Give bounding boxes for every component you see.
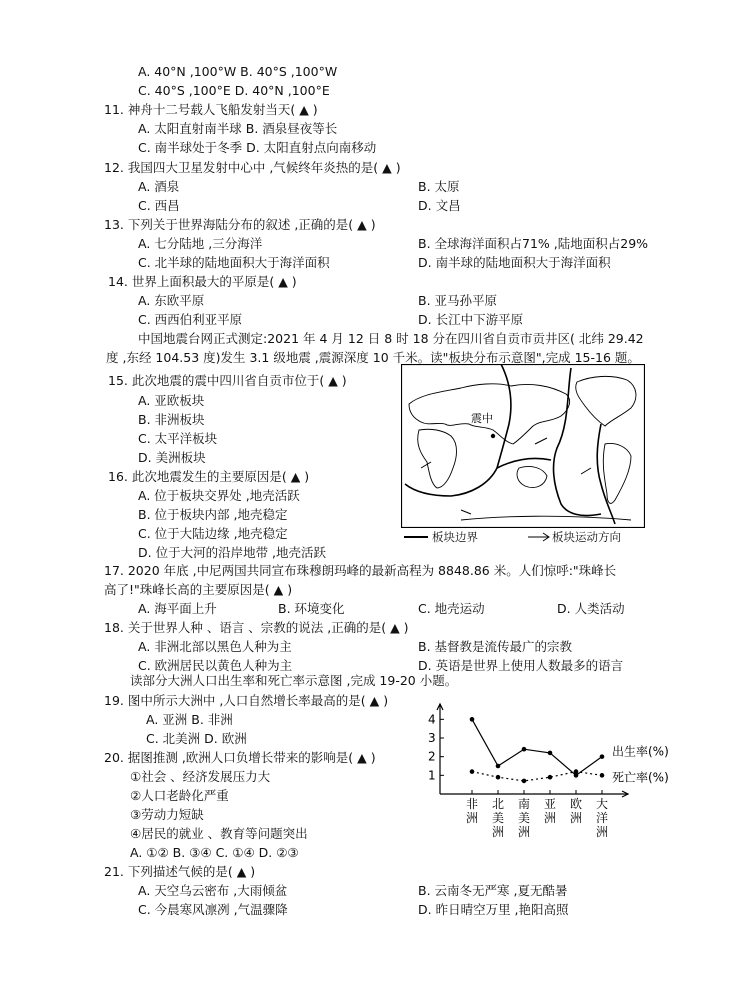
text-line: B. 亚马孙平原	[418, 293, 498, 308]
death-rate-point	[600, 773, 605, 778]
text-line: 18. 关于世界人种 、语言 、宗教的说法 ,正确的是( ▲ )	[104, 620, 409, 635]
text-line: ③劳动力短缺	[130, 807, 204, 822]
map-legend	[402, 529, 642, 545]
text-line: C. 地壳运动	[418, 601, 485, 616]
text-line: ②人口老龄化严重	[130, 788, 229, 803]
text-line: D. 位于大河的沿岸地带 ,地壳活跃	[138, 545, 327, 560]
x-tick-label: 洲	[596, 825, 609, 839]
text-line: A. 40°N ,100°W B. 40°S ,100°W	[138, 64, 338, 79]
text-line: A. 太阳直射南半球 B. 酒泉昼夜等长	[138, 121, 338, 136]
text-line: C. 位于大陆边缘 ,地壳稳定	[138, 526, 288, 541]
text-line: B. 环境变化	[278, 601, 345, 616]
death-rate-line	[472, 772, 602, 781]
x-tick-label: 北	[492, 797, 505, 811]
text-line: 20. 据图推测 ,欧洲人口负增长带来的影响是( ▲ )	[104, 750, 376, 765]
x-tick-label: 美	[518, 811, 531, 825]
text-line: B. 基督教是流传最广的宗教	[418, 639, 573, 654]
legend-motion-label: 板块运动方向	[552, 530, 621, 544]
text-line: D. 长江中下游平原	[418, 312, 524, 327]
y-tick-label: 2	[428, 749, 436, 764]
text-line: A. 位于板块交界处 ,地壳活跃	[138, 488, 300, 503]
text-line: A. 亚欧板块	[138, 393, 205, 408]
x-tick-label: 洲	[492, 825, 505, 839]
text-line: A. 亚洲 B. 非洲	[146, 712, 233, 727]
text-line: C. 欧洲居民以黄色人种为主	[138, 658, 293, 673]
birth-rate-point	[548, 751, 553, 756]
x-tick-label: 洲	[544, 811, 557, 825]
birth-rate-point	[496, 764, 501, 769]
text-line: 13. 下列关于世界海陆分布的叙述 ,正确的是( ▲ )	[104, 217, 376, 232]
text-line: 读部分大洲人口出生率和死亡率示意图 ,完成 19-20 小题。	[130, 673, 458, 688]
text-line: B. 太原	[418, 179, 460, 194]
death-rate-point	[522, 779, 527, 784]
text-line: C. 太平洋板块	[138, 431, 218, 446]
text-line: ④居民的就业 、教育等问题突出	[130, 826, 308, 841]
epicenter-dot	[491, 434, 495, 438]
text-line: B. 非洲板块	[138, 412, 205, 427]
text-line: A. 七分陆地 ,三分海洋	[138, 236, 263, 251]
text-line: D. 英语是世界上使用人数最多的语言	[418, 658, 624, 673]
x-tick-label: 亚	[544, 797, 557, 811]
text-line: D. 南半球的陆地面积大于海洋面积	[418, 255, 611, 270]
text-line: A. 东欧平原	[138, 293, 205, 308]
text-line: B. 云南冬无严寒 ,夏无酷暑	[418, 883, 568, 898]
x-tick-label: 洲	[466, 811, 479, 825]
text-line: A. 天空乌云密布 ,大雨倾盆	[138, 883, 288, 898]
y-tick-label: 1	[428, 768, 436, 783]
text-line: D. 美洲板块	[138, 450, 206, 465]
y-tick-label: 4	[428, 712, 436, 727]
birth-rate-point	[522, 747, 527, 752]
birth-rate-line	[472, 719, 602, 775]
death-rate-point	[470, 769, 475, 774]
text-line: C. 今晨寒风凛冽 ,气温骤降	[138, 902, 288, 917]
text-line: A. ①② B. ③④ C. ①④ D. ②③	[130, 845, 299, 860]
text-line: ①社会 、经济发展压力大	[130, 769, 271, 784]
x-tick-label: 南	[518, 797, 531, 811]
text-line: D. 人类活动	[557, 601, 625, 616]
x-tick-label: 大	[596, 797, 609, 811]
x-tick-label: 洋	[596, 811, 609, 825]
text-line: 高了!"珠峰长高的主要原因是( ▲ )	[104, 582, 293, 597]
y-tick-label: 3	[428, 731, 436, 745]
x-tick-label: 洲	[570, 811, 583, 825]
text-line: D. 文昌	[418, 198, 461, 213]
x-tick-label: 美	[492, 811, 505, 825]
birth-rate-point	[470, 717, 475, 722]
text-line: 16. 此次地震发生的主要原因是( ▲ )	[108, 469, 310, 484]
death-rate-point	[548, 775, 553, 780]
text-line: 17. 2020 年底 ,中尼两国共同宣布珠穆朗玛峰的最新高程为 8848.86 米。人们惊呼:"珠峰长	[104, 563, 617, 578]
birth-rate-point	[600, 754, 605, 759]
x-tick-label: 洲	[518, 825, 531, 839]
text-line: 度 ,东经 104.53 度)发生 3.1 级地震 ,震源深度 10 千米。读"板块分布示意图",完成 15-16 题。	[106, 350, 640, 365]
x-tick-label: 非	[466, 797, 479, 811]
series-label: 死亡率(%)	[612, 770, 669, 785]
death-rate-point	[496, 775, 501, 780]
text-line: 中国地震台网正式测定:2021 年 4 月 12 日 8 时 18 分在四川省自贡市贡井区( 北纬 29.42	[138, 331, 644, 346]
text-line: 19. 图中所示大洲中 ,人口自然增长率最高的是( ▲ )	[104, 693, 389, 708]
text-line: C. 40°S ,100°E D. 40°N ,100°E	[138, 83, 330, 98]
text-line: 12. 我国四大卫星发射中心中 ,气候终年炎热的是( ▲ )	[104, 160, 401, 175]
x-tick-label: 欧	[570, 797, 583, 811]
text-line: 15. 此次地震的震中四川省自贡市位于( ▲ )	[108, 373, 347, 388]
text-line: C. 西西伯利亚平原	[138, 312, 243, 327]
death-rate-point	[574, 769, 579, 774]
legend-boundary-label: 板块边界	[432, 530, 478, 544]
text-line: C. 北美洲 D. 欧洲	[146, 731, 247, 746]
series-label: 出生率(%)	[612, 744, 669, 759]
population-rate-chart	[420, 700, 720, 840]
text-line: C. 北半球的陆地面积大于海洋面积	[138, 255, 330, 270]
text-line: B. 位于板块内部 ,地壳稳定	[138, 507, 288, 522]
text-line: C. 南半球处于冬季 D. 太阳直射点向南移动	[138, 140, 377, 155]
text-line: 21. 下列描述气候的是( ▲ )	[104, 864, 256, 879]
text-line: A. 酒泉	[138, 179, 180, 194]
text-line: A. 非洲北部以黑色人种为主	[138, 639, 292, 654]
epicenter-label: 震中	[471, 412, 493, 425]
text-line: B. 全球海洋面积占71% ,陆地面积占29%	[418, 236, 649, 251]
text-line: A. 海平面上升	[138, 601, 217, 616]
text-line: 14. 世界上面积最大的平原是( ▲ )	[108, 274, 297, 289]
text-line: 11. 神舟十二号载人飞船发射当天( ▲ )	[104, 102, 318, 117]
plate-distribution-map	[401, 364, 645, 528]
text-line: D. 昨日晴空万里 ,艳阳高照	[418, 902, 569, 917]
text-line: C. 西昌	[138, 198, 180, 213]
